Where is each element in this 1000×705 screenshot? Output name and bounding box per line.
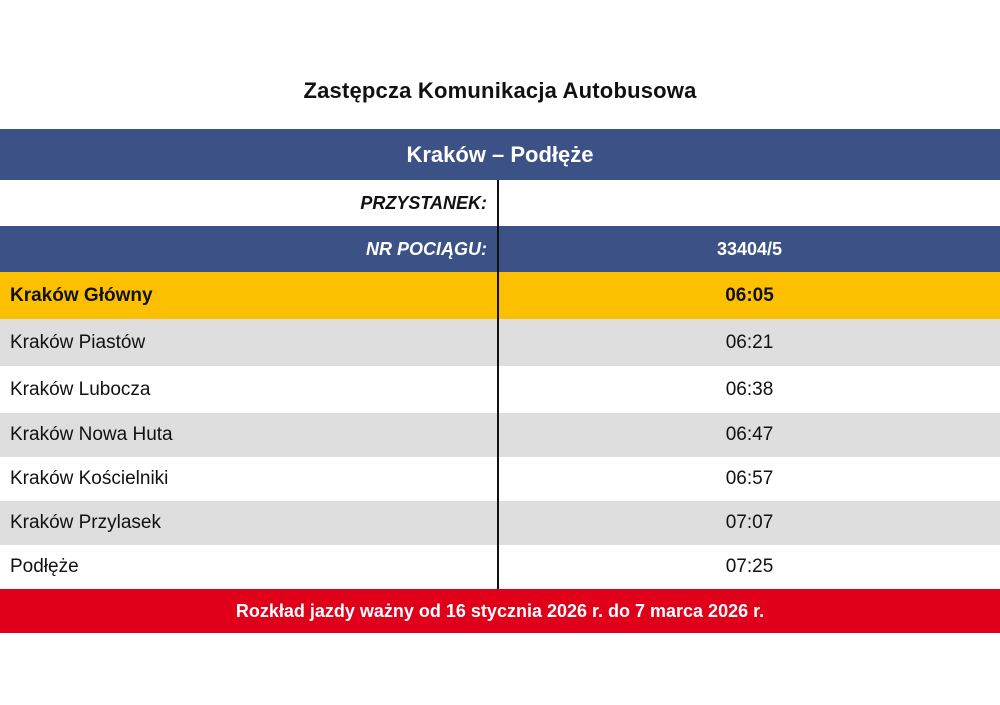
- validity-footer: Rozkład jazdy ważny od 16 stycznia 2026 r. do 7 marca 2026 r.: [0, 589, 1000, 633]
- train-number-row: [0, 226, 1000, 272]
- page-title: Zastępcza Komunikacja Autobusowa: [303, 78, 697, 103]
- stop-label-row: [0, 180, 1000, 226]
- departure-time: 06:05: [725, 284, 774, 306]
- stop-name: Podłęże: [0, 545, 499, 589]
- table-row: [0, 272, 1000, 319]
- train-number-label: NR POCIĄGU:: [0, 226, 499, 272]
- stop-name: Kraków Piastów: [0, 319, 499, 366]
- table-row: [0, 501, 1000, 545]
- table-row: [0, 545, 1000, 589]
- departure-time: 07:25: [725, 556, 774, 577]
- table-row: [0, 319, 1000, 366]
- train-number-value: 33404/5: [716, 238, 783, 259]
- table-row: [0, 366, 1000, 413]
- stop-name: Kraków Kościelniki: [0, 457, 499, 501]
- stop-name: Kraków Lubocza: [0, 366, 499, 413]
- departure-time: 06:57: [725, 468, 774, 489]
- table-row: [0, 457, 1000, 501]
- timetable: [0, 129, 1000, 633]
- departure-time: 06:47: [725, 424, 774, 445]
- departure-time: 06:38: [725, 378, 774, 400]
- stop-name: Kraków Główny: [0, 272, 499, 319]
- departure-time: 07:07: [725, 512, 774, 533]
- departure-time: 06:21: [725, 331, 774, 353]
- stop-name: Kraków Nowa Huta: [0, 413, 499, 457]
- table-row: [0, 413, 1000, 457]
- stop-column-label: PRZYSTANEK:: [0, 180, 499, 226]
- route-header: Kraków – Podłęże: [0, 129, 1000, 180]
- stop-column-empty: [499, 180, 1000, 226]
- stop-name: Kraków Przylasek: [0, 501, 499, 545]
